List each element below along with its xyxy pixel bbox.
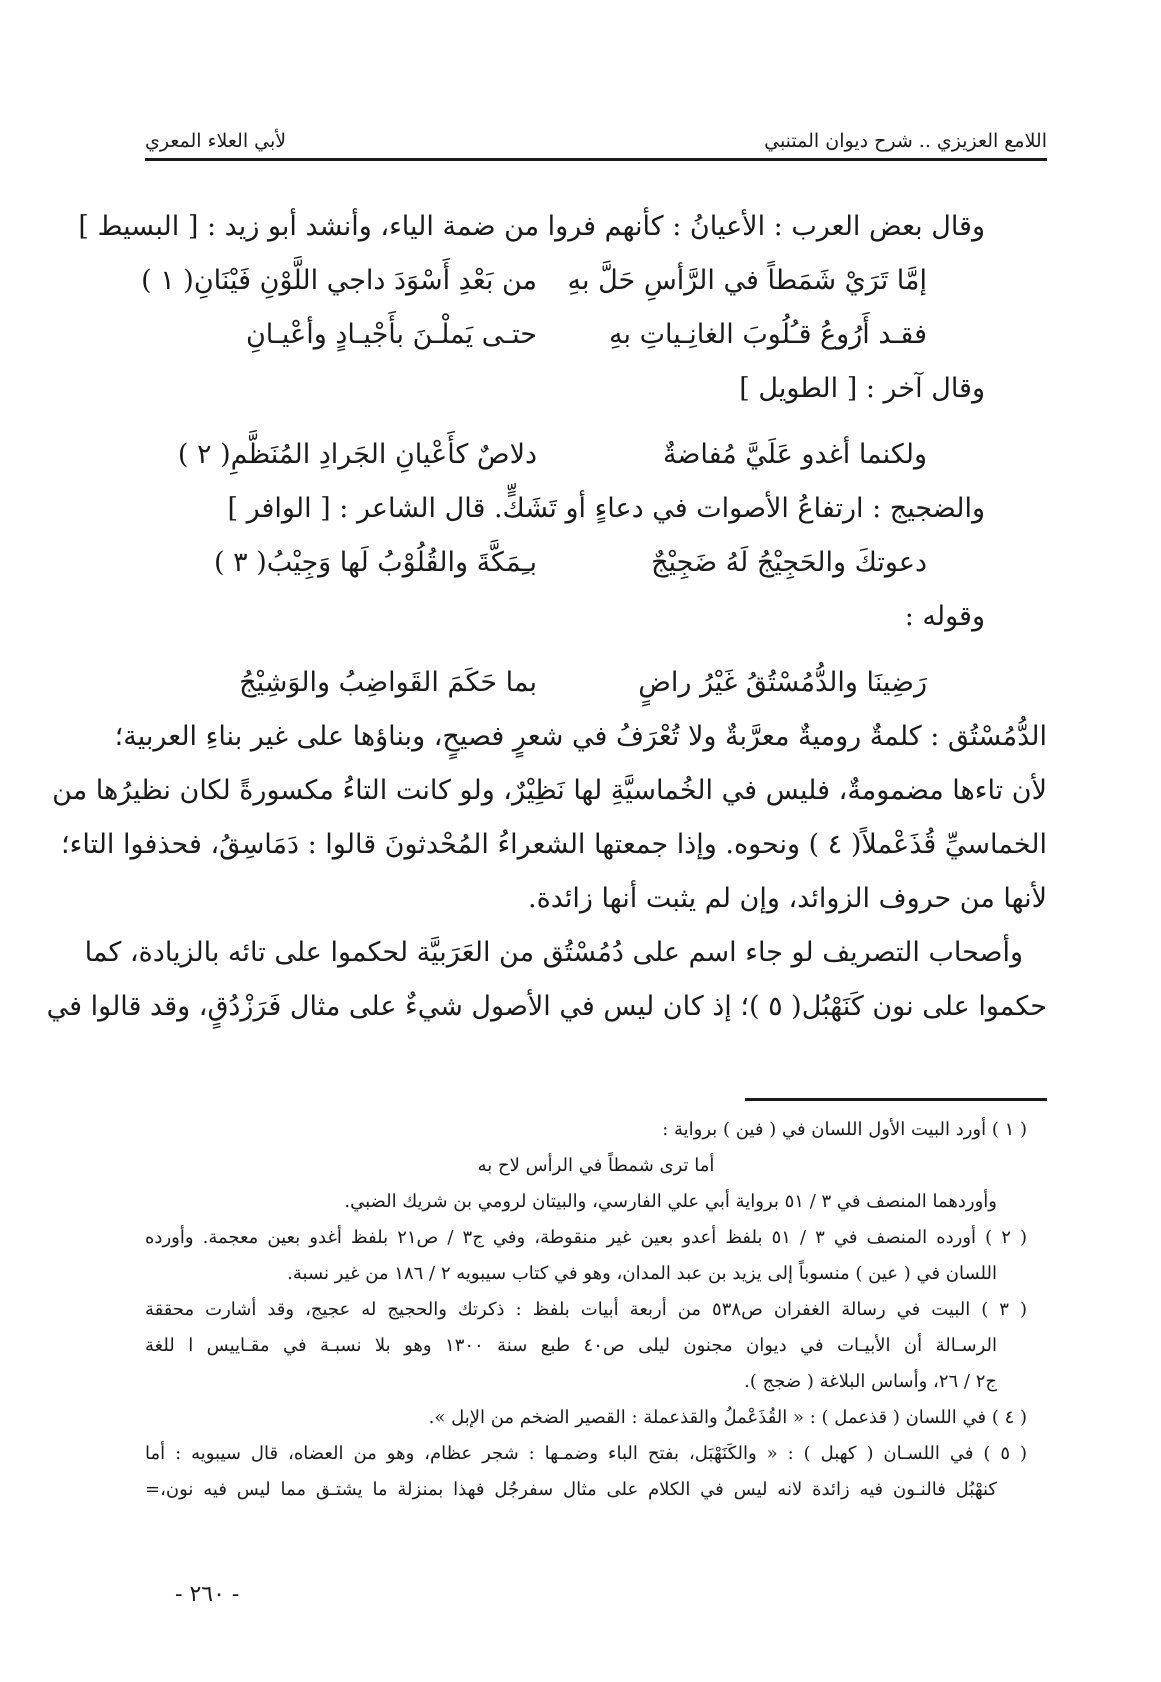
- footnote-2-line: ( ٢ ) أورده المنصف في ٣ / ٥١ بلفظ أعدو بعين غير منقوطة، وفي ج٣ / ص٢١ بلفظ أغدو بعين معجمة. وأورده: [145, 1227, 1027, 1248]
- verse-3-second-hemistich: دلاصٌ كأَعْيانِ الجَرادِ المُنَظَّمِ( ٢ ): [177, 439, 537, 470]
- verse-4-first-hemistich: دعوتكَ والحَجِيْجُ لَهُ ضَجِيْجٌ: [651, 547, 927, 578]
- verse-1-second-hemistich: من بَعْدِ أَسْوَدَ داجي اللَّوْنِ فَيْنَانِ( ١ ): [141, 265, 537, 296]
- verse-line-3: [145, 428, 1047, 482]
- running-header: [145, 112, 1047, 152]
- footnote-1-line: ( ١ ) أورد البيت الأول اللسان في ( فين ) برواية :: [662, 1119, 1027, 1140]
- intro-line-3: والضجيج : ارتفاعُ الأصوات في دعاءٍ أو تَشَكٍّ. قال الشاعر : [ الوافر ]: [227, 493, 985, 524]
- paragraph-1-line: لأنها من حروف الزوائد، وإن لم يثبت أنها زائدة.: [528, 883, 1047, 914]
- footnote-3-line: ج٢ / ٢٦، وأساس البلاغة ( ضجج ).: [744, 1371, 997, 1392]
- header-author: لأبي العلاء المعري: [145, 130, 287, 152]
- page-number: - ٢٦٠ -: [175, 1582, 240, 1607]
- verse-2-first-hemistich: فقـد أَرُوعُ قـُلُوبَ الغانِـياتِ بهِ: [609, 319, 927, 350]
- footnote-5-line: كنهْبُل فالنـون فيه زائدة لانه ليس في الكلام على مثال سفرجُل فهذا بمنزلة ما يشتـق مما ليس فيه نون،=: [145, 1479, 997, 1500]
- footnote-divider: [745, 1098, 1047, 1101]
- footnote-1-line: وأوردهما المنصف في ٣ / ٥١ برواية أبي علي الفارسي، والبيتان لرومي بن شريك الضبي.: [344, 1191, 997, 1212]
- main-text: [46, 200, 1047, 1034]
- verse-2-second-hemistich: حتـى يَملْـنَ بأَجْيـادٍ وأعْيـانِ: [245, 319, 537, 350]
- intro-line-2: وقال آخر : [ الطويل ]: [739, 373, 985, 404]
- verse-4-second-hemistich: بـِمَكَّةَ والقُلُوْبُ لَها وَجِيْبُ( ٣ ): [214, 547, 537, 578]
- verse-line-5: [145, 656, 1047, 710]
- footnote-4-line: ( ٤ ) في اللسان ( قذعمل ) : « القُذَعْملُ والقذعملة : القصير الضخم من الإبل ».: [428, 1407, 1027, 1428]
- paragraph-1-line: لأن تاءها مضمومةٌ، فليس في الخُماسيَّةِ لها نَظِيْرٌ، ولو كانت التاءُ مكسورةً لكان نظيرُها من: [52, 775, 1047, 806]
- verse-line-1: [141, 254, 1047, 308]
- verse-1-first-hemistich: إمَّا تَرَيْ شَمَطاً في الرَّأسِ حَلَّ بهِ: [567, 265, 927, 296]
- verse-line-4: [145, 536, 1047, 590]
- footnote-5-line: ( ٥ ) في اللسـان ( كهبل ) : « والكَنَهْبَل، بفتح الباء وضمـها : شجر عظام، وهو من العضاه، قال سيبويه : أما: [145, 1443, 1027, 1464]
- verse-line-2: [145, 308, 1047, 362]
- paragraph-1-line: الخماسيِّ قُذَعْملاً( ٤ ) ونحوه. وإذا جمعتها الشعراءُ المُحْدثونَ قالوا : دَمَاسِقُ، فحذفوا التاء؛: [61, 829, 1047, 860]
- verse-3-first-hemistich: ولكنما أغدو عَلَيَّ مُفاضةٌ: [662, 439, 927, 470]
- footnotes: [145, 1112, 1047, 1508]
- paragraph-2-line: حكموا على نون كَنَهْبُل( ٥ )؛ إذ كان ليس في الأصول شيءٌ على مثال فَرَزْدُقٍ، وقد قالوا في: [46, 991, 1047, 1022]
- intro-line-1: وقال بعض العرب : الأعيانُ : كأنهم فروا من ضمة الياء، وأنشد أبو زيد : [ البسيط ]: [78, 211, 985, 242]
- header-divider: [145, 158, 1047, 161]
- intro-line-4: وقوله :: [904, 601, 985, 632]
- footnote-3-line: الرسـالة أن الأبيـات في ديوان مجنون ليلى ص٤٠ طبع سنة ١٣٠٠ وهو بلا نسبـة في مقـاييس ا للغة: [145, 1335, 997, 1356]
- header-book-title: اللامع العزيزي .. شرح ديوان المتنبي: [764, 130, 1047, 152]
- footnote-3-line: ( ٣ ) البيت في رسالة الغفران ص٥٣٨ من أربعة أبيات بلفظ : ذكرتك والحجيج له عجيج، وقد أشارت محققة: [145, 1299, 1027, 1320]
- paragraph-1-line: الدُّمُسْتُق : كلمةٌ روميةٌ معرَّبةٌ ولا تُعْرَفُ في شعرٍ فصيحٍ، وبناؤها على غير بناءِ العربية؛: [114, 721, 1047, 752]
- paragraph-2-line: وأصحاب التصريف لو جاء اسم على دُمُسْتُق من العَرَبيَّة لحكموا على تائه بالزيادة، كما: [84, 937, 1023, 968]
- verse-5-first-hemistich: رَضِينَا والدُّمُسْتُقُ غَيْرُ راضٍ: [638, 667, 927, 698]
- verse-5-second-hemistich: بما حَكَمَ القَواضِبُ والوَشِيْجُ: [239, 667, 537, 698]
- footnote-1-quote: أما ترى شمطاً في الرأس لاح به: [477, 1155, 715, 1176]
- footnote-2-line: اللسان في ( عين ) منسوباً إلى يزيد بن عبد المدان، وهو في كتاب سيبويه ٢ / ١٨٦ من غير نسبة.: [287, 1263, 997, 1284]
